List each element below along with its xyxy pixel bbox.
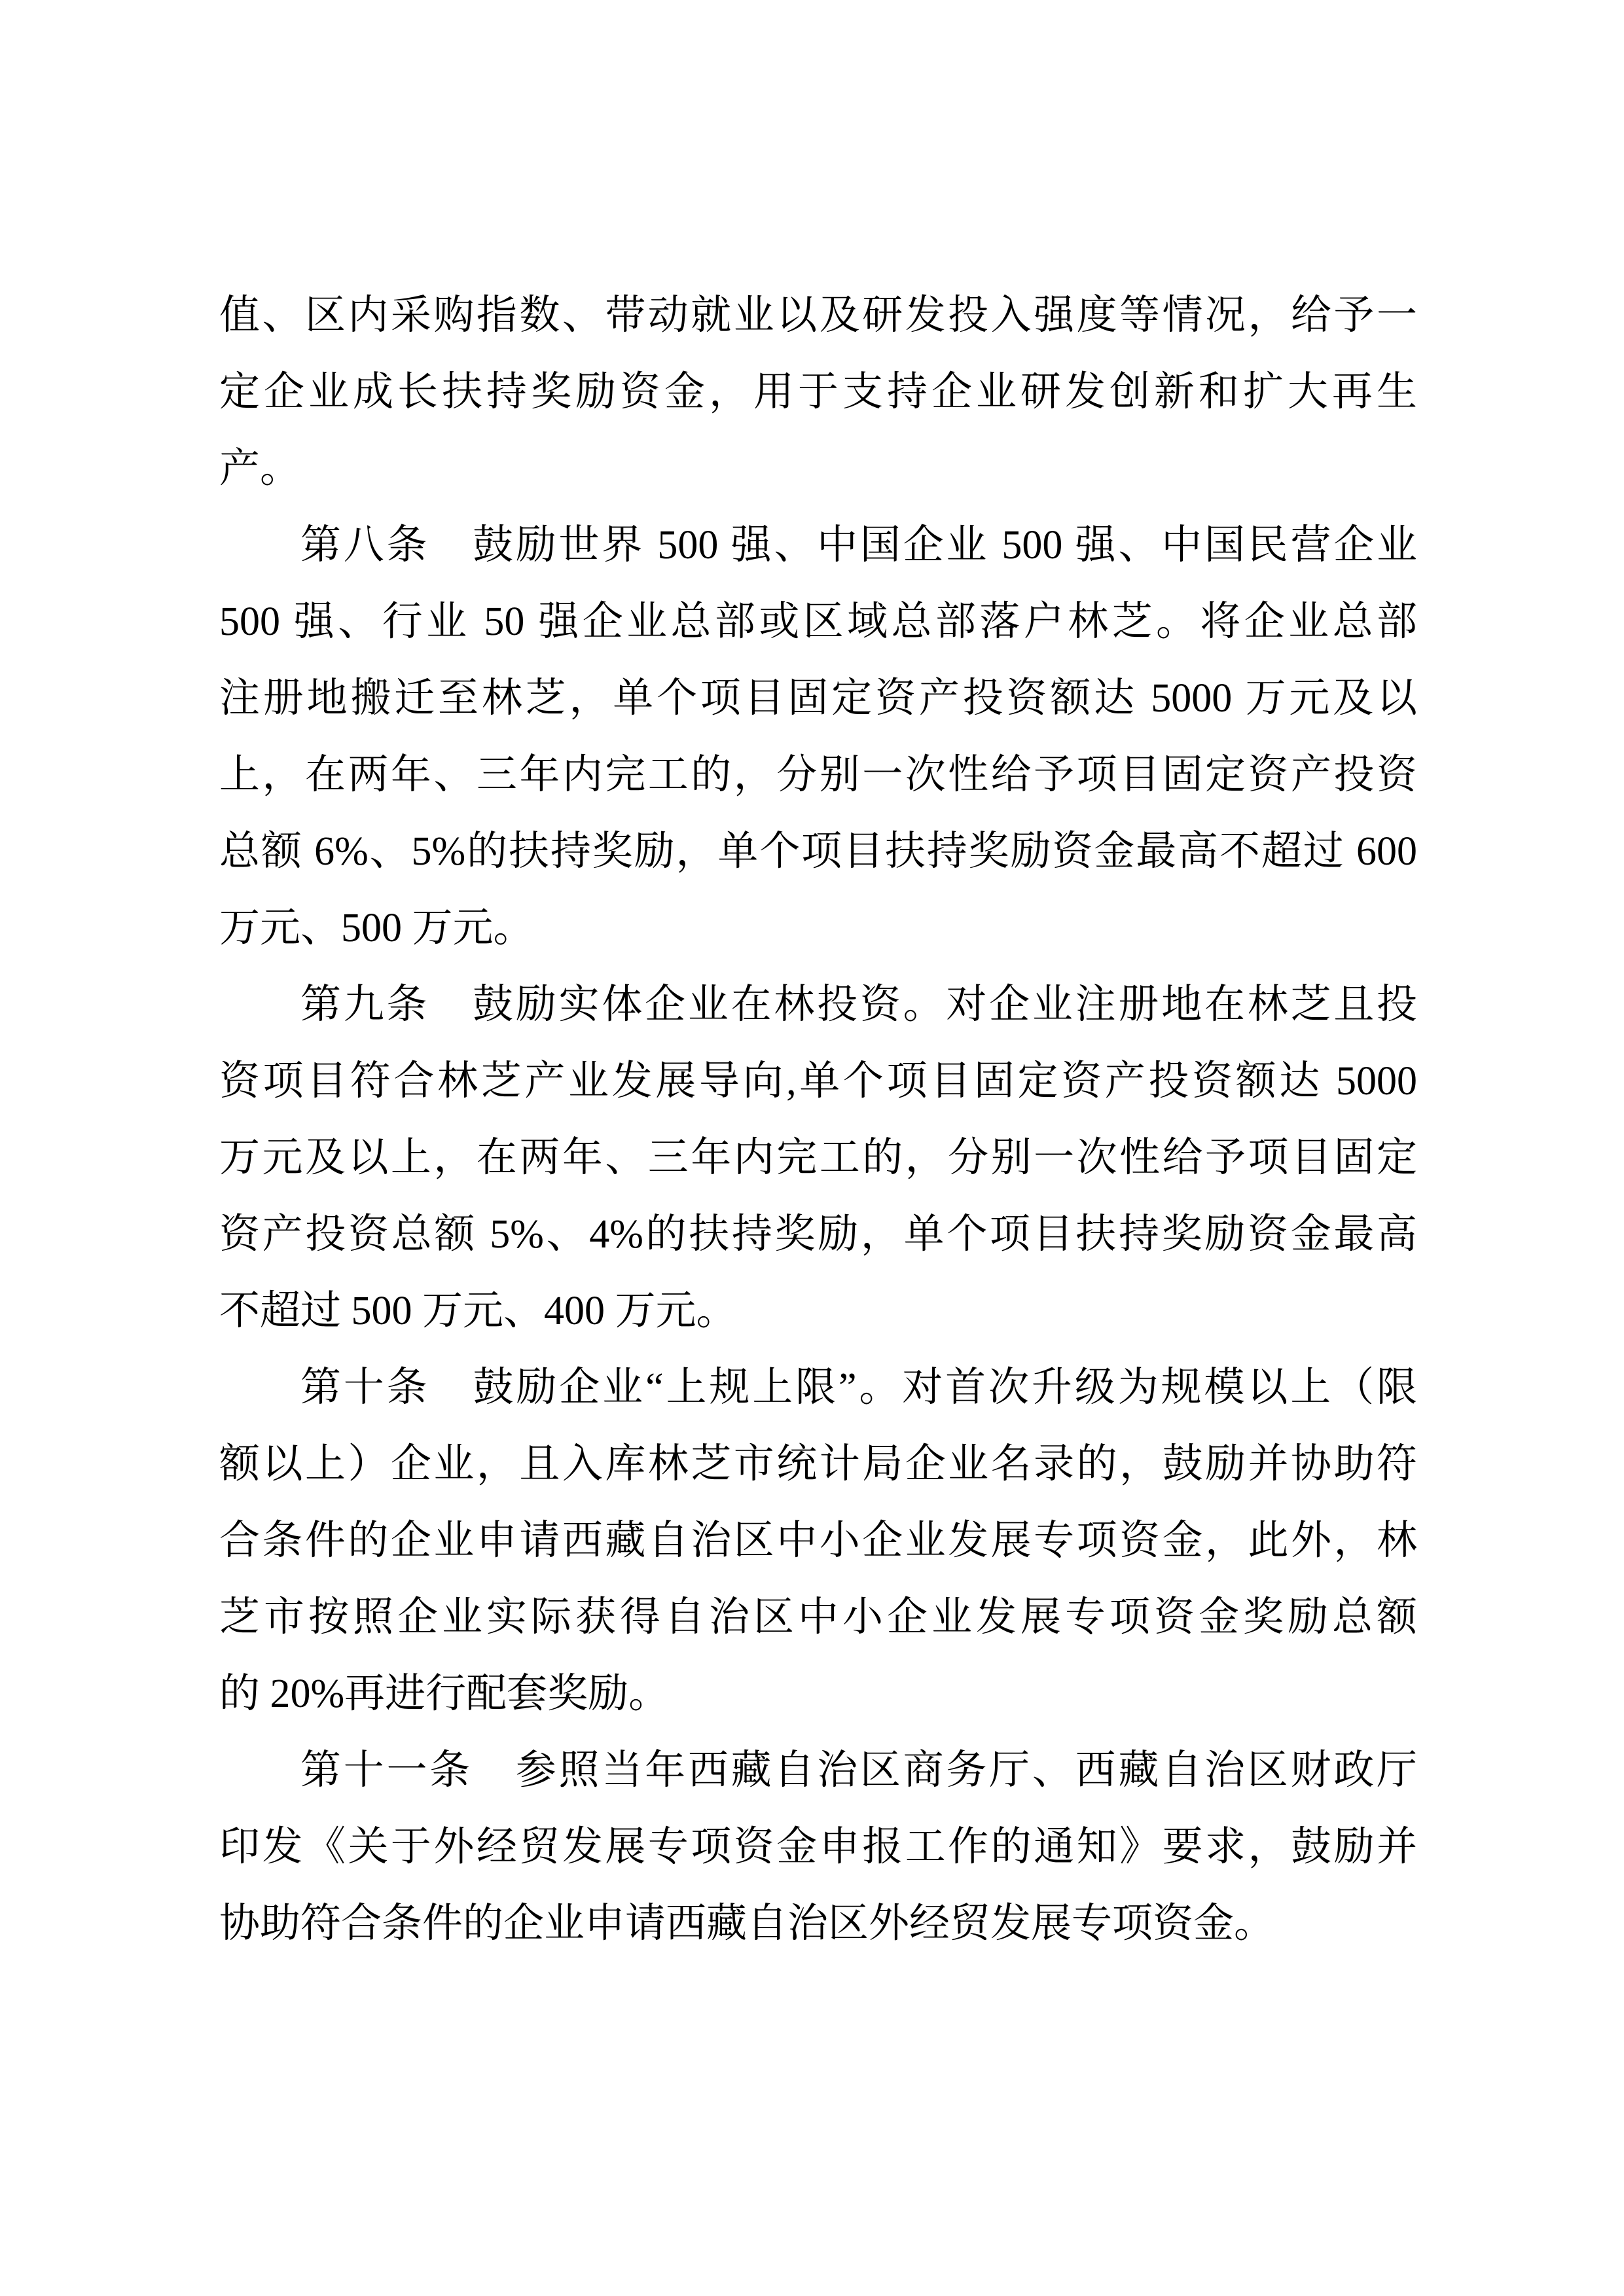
text-line: 协助符合条件的企业申请西藏自治区外经贸发展专项资金。 xyxy=(219,1901,1275,1946)
text-line: 万元及以上，在两年、三年内完工的，分别一次性给予项目固定 xyxy=(219,1136,1417,1180)
text-line: 万元、500 万元。 xyxy=(219,906,534,950)
text-line: 芝市按照企业实际获得自治区中小企业发展专项资金奖励总额 xyxy=(219,1595,1417,1640)
paragraph-article-9 xyxy=(219,967,1417,1350)
text-line: 额以上）企业，且入库林芝市统计局企业名录的，鼓励并协助符 xyxy=(219,1442,1417,1486)
text-line: 总额 6%、5%的扶持奖励，单个项目扶持奖励资金最高不超过 600 xyxy=(219,829,1417,874)
text-line: 合条件的企业申请西藏自治区中小企业发展专项资金，此外，林 xyxy=(219,1518,1417,1563)
text-line: 值、区内采购指数、带动就业以及研发投入强度等情况，给予一 xyxy=(219,293,1417,338)
text-line: 产。 xyxy=(219,446,301,491)
paragraph-article-10 xyxy=(219,1350,1417,1732)
text-line: 上，在两年、三年内完工的，分别一次性给予项目固定资产投资 xyxy=(219,753,1417,797)
text-line: 资产投资总额 5%、4%的扶持奖励，单个项目扶持奖励资金最高 xyxy=(219,1212,1417,1257)
text-line: 资项目符合林芝产业发展导向,单个项目固定资产投资额达 5000 xyxy=(219,1059,1417,1103)
text-line: 的 20%再进行配套奖励。 xyxy=(219,1672,670,1716)
article-heading-line: 第九条 鼓励实体企业在林投资。对企业注册地在林芝且投 xyxy=(300,982,1417,1027)
paragraph-continuation xyxy=(219,278,1417,507)
paragraph-article-11 xyxy=(219,1732,1417,1962)
document-body xyxy=(219,278,1417,1962)
text-line: 印发《关于外经贸发展专项资金申报工作的通知》要求，鼓励并 xyxy=(219,1825,1417,1869)
text-line: 定企业成长扶持奖励资金，用于支持企业研发创新和扩大再生 xyxy=(219,370,1417,414)
text-line: 500 强、行业 50 强企业总部或区域总部落户林芝。将企业总部 xyxy=(219,600,1417,644)
article-heading-line: 第八条 鼓励世界 500 强、中国企业 500 强、中国民营企业 xyxy=(300,523,1417,567)
article-heading-line: 第十条 鼓励企业“上规上限”。对首次升级为规模以上（限 xyxy=(300,1365,1417,1410)
text-line: 注册地搬迁至林芝，单个项目固定资产投资额达 5000 万元及以 xyxy=(219,676,1417,721)
article-heading-line: 第十一条 参照当年西藏自治区商务厅、西藏自治区财政厅 xyxy=(300,1748,1417,1793)
text-line: 不超过 500 万元、400 万元。 xyxy=(219,1289,737,1333)
paragraph-article-8 xyxy=(219,507,1417,967)
